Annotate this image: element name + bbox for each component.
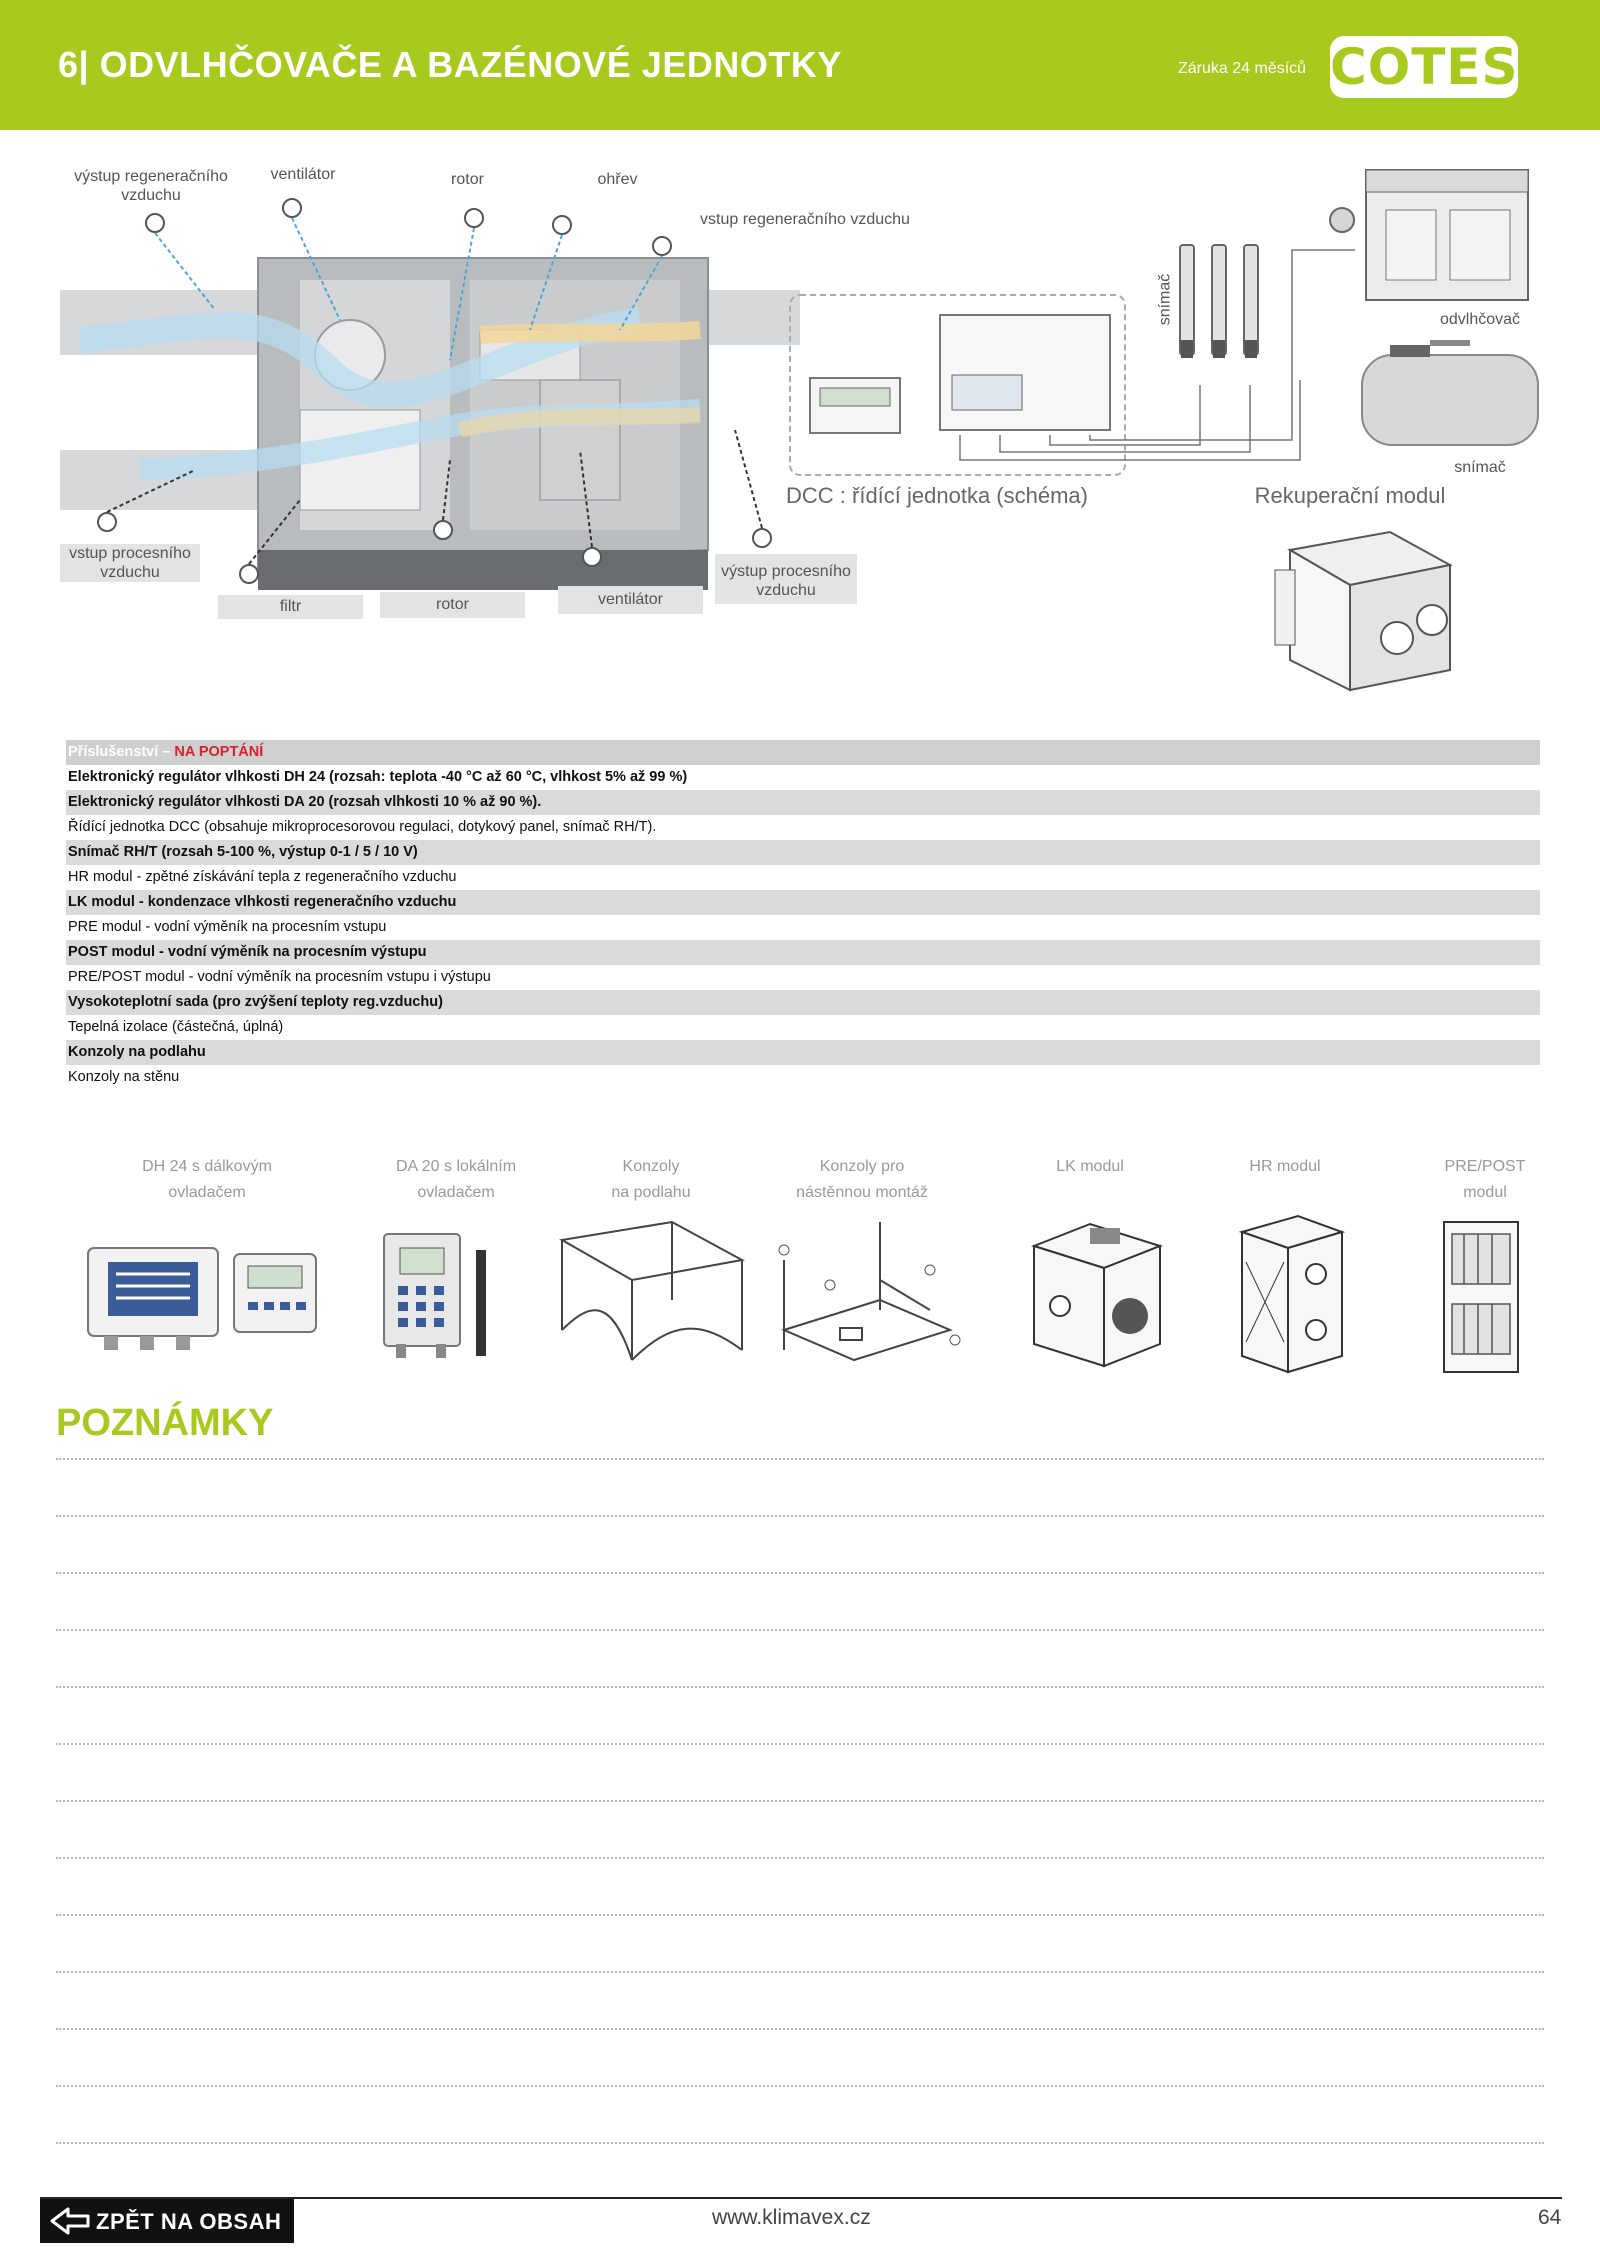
accessory-row: Tepelná izolace (částečná, úplná) bbox=[68, 1019, 284, 1035]
note-line bbox=[56, 1743, 1544, 1745]
notes-title: POZNÁMKY bbox=[56, 1402, 274, 1444]
accessory-row: HR modul - zpětné získávání tepla z regeneračního vzduchu bbox=[68, 869, 457, 885]
product-label-wall-brackets: Konzoly pro nástěnnou montáž bbox=[796, 1158, 928, 1201]
note-line bbox=[56, 1515, 1544, 1517]
warranty-note: Záruka 24 měsíců bbox=[1178, 60, 1307, 77]
accessory-products bbox=[0, 1152, 1600, 1382]
back-to-contents-button[interactable] bbox=[40, 2199, 294, 2243]
note-line bbox=[56, 1800, 1544, 1802]
label-fan-top: ventilátor bbox=[270, 166, 336, 183]
accessory-row: LK modul - kondenzace vlhkosti regeneračního vzduchu bbox=[66, 890, 1540, 915]
wall-brackets-image bbox=[770, 1220, 970, 1370]
product-label-dh24: DH 24 s dálkovým ovladačem bbox=[142, 1158, 272, 1201]
page-header bbox=[0, 0, 1600, 130]
accessory-row: PRE modul - vodní výměník na procesním vstupu bbox=[68, 919, 387, 935]
product-label-lk: LK modul bbox=[1056, 1158, 1124, 1175]
label-in-regen: vstup regeneračního vzduchu bbox=[700, 211, 910, 228]
label-sensor-vertical: snímač bbox=[1156, 273, 1174, 326]
label-heater: ohřev bbox=[597, 171, 638, 188]
cotes-logo: COTES bbox=[1330, 38, 1519, 96]
da20-controller-image bbox=[380, 1232, 500, 1362]
accessory-row: Elektronický regulátor vlhkosti DA 20 (rozsah vlhkosti 10 % až 90 %). bbox=[66, 790, 1540, 815]
product-label-da20: DA 20 s lokálním ovladačem bbox=[395, 1158, 517, 1201]
label-fan-bottom: ventilátor bbox=[558, 586, 703, 614]
note-line bbox=[56, 2142, 1544, 2144]
website-link[interactable]: www.klimavex.cz bbox=[712, 2206, 871, 2229]
floor-brackets-image bbox=[552, 1220, 752, 1370]
hr-module-image bbox=[1238, 1212, 1358, 1382]
note-line bbox=[56, 1458, 1544, 1460]
accessories-header bbox=[66, 740, 1540, 765]
note-line bbox=[56, 1914, 1544, 1916]
accessories-header-highlight: NA POPTÁNÍ bbox=[174, 744, 264, 760]
label-out-regen: výstup regeneračního vzduchu bbox=[74, 168, 228, 204]
lk-module-image bbox=[1030, 1216, 1170, 1376]
label-recup: Rekuperační modul bbox=[1254, 483, 1446, 508]
note-line bbox=[56, 1572, 1544, 1574]
page-title: 6| ODVLHČOVAČE A BAZÉNOVÉ JEDNOTKY bbox=[58, 44, 842, 85]
arrow-left-icon bbox=[48, 2205, 92, 2237]
accessory-row: Snímač RH/T (rozsah 5-100 %, výstup 0-1 / 5 / 10 V) bbox=[66, 840, 1540, 865]
accessory-row: Elektronický regulátor vlhkosti DH 24 (rozsah: teplota -40 °C až 60 °C, vlhkost 5% až 99 %) bbox=[68, 769, 688, 785]
product-label-hr: HR modul bbox=[1249, 1158, 1321, 1175]
label-filter: filtr bbox=[218, 595, 363, 619]
note-line bbox=[56, 1971, 1544, 1973]
accessory-row: Vysokoteplotní sada (pro zvýšení teploty reg.vzduchu) bbox=[66, 990, 1540, 1015]
accessory-row: Konzoly na stěnu bbox=[68, 1069, 180, 1085]
label-rotor-bottom: rotor bbox=[380, 592, 525, 618]
note-line bbox=[56, 1686, 1544, 1688]
note-line bbox=[56, 2085, 1544, 2087]
product-label-floor-brackets: Konzoly na podlahu bbox=[611, 1158, 691, 1201]
label-dehumidifier: odvlhčovač bbox=[1439, 311, 1521, 328]
prepost-module-image bbox=[1440, 1214, 1530, 1384]
dh24-controller-image bbox=[84, 1240, 324, 1360]
accessory-row: POST modul - vodní výměník na procesním výstupu bbox=[66, 940, 1540, 965]
page-number: 64 bbox=[1538, 2206, 1562, 2229]
note-line bbox=[56, 1629, 1544, 1631]
label-rotor-top: rotor bbox=[451, 171, 484, 188]
note-line bbox=[56, 2028, 1544, 2030]
technical-diagram bbox=[0, 130, 1600, 710]
accessory-row: PRE/POST modul - vodní výměník na procesním vstupu i výstupu bbox=[68, 969, 491, 985]
accessories-table bbox=[66, 740, 1540, 1090]
product-label-prepost: PRE/POST modul bbox=[1444, 1158, 1526, 1201]
accessory-row: Konzoly na podlahu bbox=[66, 1040, 1540, 1065]
back-to-contents-label: ZPĚT NA OBSAH bbox=[96, 2209, 282, 2234]
label-in-process: vstup procesního vzduchu bbox=[60, 544, 200, 582]
label-dcc: DCC : řídící jednotka (schéma) bbox=[786, 483, 1088, 508]
label-sensor: snímač bbox=[1454, 459, 1506, 476]
label-out-process: výstup procesního vzduchu bbox=[715, 554, 857, 604]
accessory-row: Řídící jednotka DCC (obsahuje mikroprocesorovou regulaci, dotykový panel, snímač RH/T). bbox=[68, 819, 657, 835]
note-line bbox=[56, 1857, 1544, 1859]
accessories-header-prefix: Příslušenství – bbox=[68, 744, 175, 760]
